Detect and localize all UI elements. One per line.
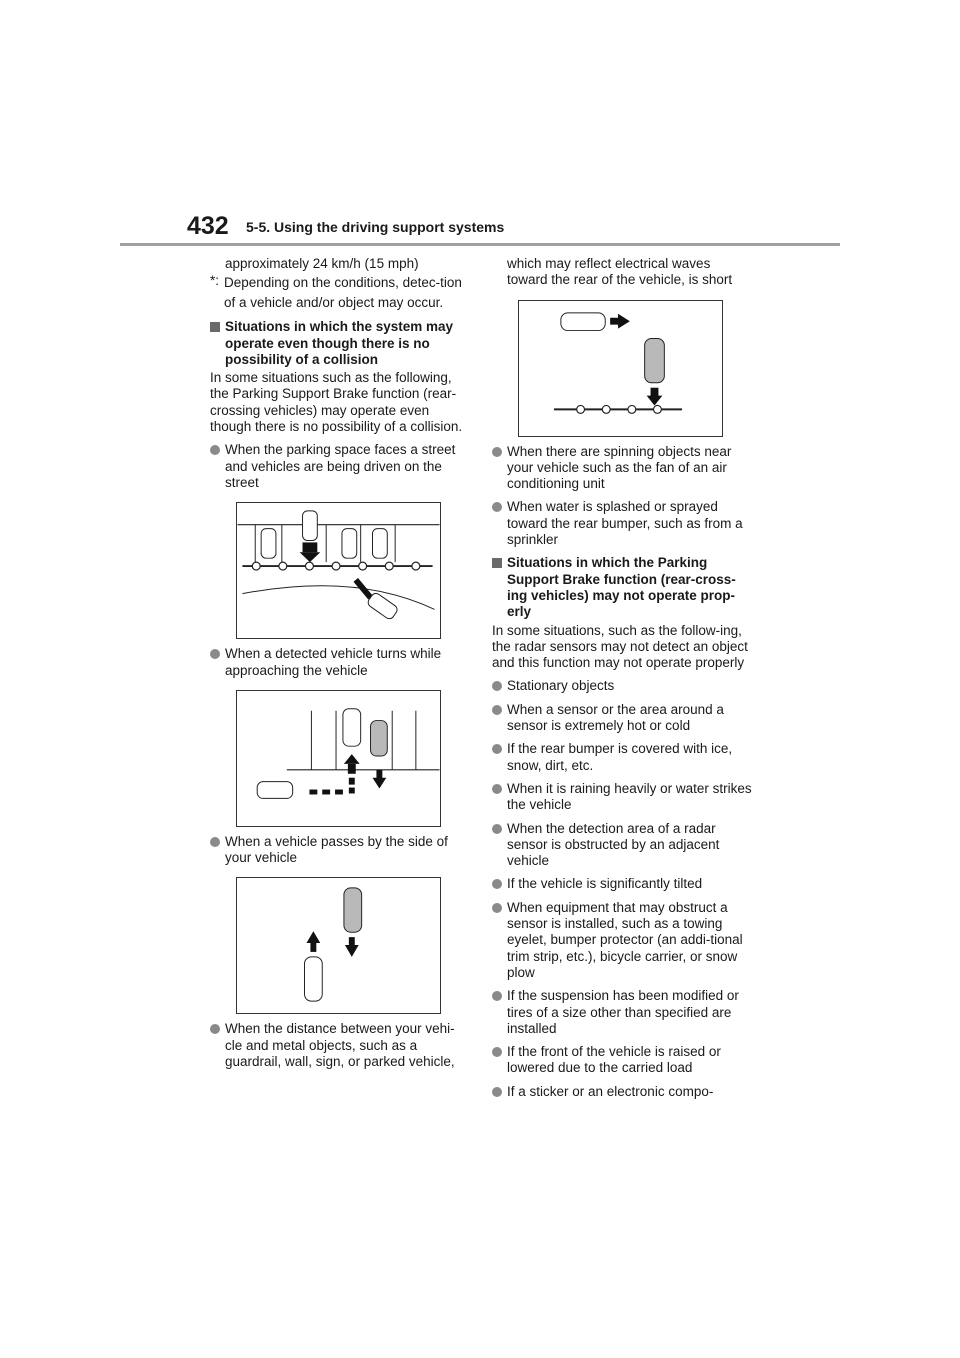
bullet-text: If a sticker or an electronic compo-: [507, 1083, 714, 1099]
metal-object-illustration: [518, 300, 723, 437]
bullet-item: [492, 741, 752, 774]
parking-street-illustration: [236, 502, 441, 639]
circle-bullet-icon: [492, 1087, 502, 1097]
bullet-item: [492, 876, 752, 892]
circle-bullet-icon: [492, 447, 502, 457]
bullet-item: [492, 900, 752, 981]
circle-bullet-icon: [492, 502, 502, 512]
passing-vehicle-svg: [237, 878, 440, 1013]
circle-bullet-icon: [492, 705, 502, 715]
bullet-text: When the detection area of a radar sensor is obstructed by an adjacent vehicle: [507, 820, 720, 869]
bullet-text: When it is raining heavily or water strikes the vehicle: [507, 780, 752, 813]
bullet-item: [210, 834, 470, 867]
section-title: 5-5. Using the driving support systems: [246, 219, 505, 235]
turning-vehicle-illustration: [236, 690, 441, 827]
bullet-item: [492, 678, 752, 694]
heading-text: Situations in which the system may operate even though there is no possibility of a collision: [225, 319, 454, 367]
bullet-text: Stationary objects: [507, 678, 615, 694]
bullet-item: [492, 499, 752, 548]
heading-false-activation: [210, 319, 470, 368]
bullet-item: [492, 988, 752, 1037]
circle-bullet-icon: [492, 824, 502, 834]
heading-may-not-operate: [492, 555, 752, 620]
bullet-text: If the vehicle is significantly tilted: [507, 876, 703, 892]
circle-bullet-icon: [492, 879, 502, 889]
bullet-text: When a detected vehicle turns while approaching the vehicle: [225, 646, 442, 678]
bullet-item: [492, 781, 752, 814]
bullet-item: [492, 821, 752, 870]
left-column: [210, 256, 470, 1070]
circle-bullet-icon: [210, 649, 220, 659]
bullet-text: When a vehicle passes by the side of your vehicle: [225, 833, 448, 866]
right-column: [492, 256, 752, 1100]
bullet-item: [492, 1084, 752, 1100]
bullet-text: When the parking space faces a street and vehicles are being driven on the street: [225, 442, 456, 490]
bullet-text: If the front of the vehicle is raised or lowered due to the carried load: [507, 1044, 721, 1076]
paragraph: In some situations, such as the follow-ing, the radar sensors may not detect an object and this function may not operate properly: [492, 622, 748, 671]
passing-vehicle-illustration: [236, 877, 441, 1014]
metal-object-svg: [519, 301, 722, 436]
bullet-item: [492, 1044, 752, 1077]
circle-bullet-icon: [210, 1024, 220, 1034]
intro-line: approximately 24 km/h (15 mph): [225, 256, 419, 271]
circle-bullet-icon: [492, 903, 502, 913]
bullet-item: [210, 442, 470, 491]
circle-bullet-icon: [492, 744, 502, 754]
footnote-text: Depending on the conditions, detec-tion of a vehicle and/or object may occur.: [224, 275, 462, 310]
circle-bullet-icon: [492, 784, 502, 794]
continued-text: which may reflect electrical waves toward the rear of the vehicle, is short: [507, 256, 733, 288]
bullet-text: When equipment that may obstruct a sensor is installed, such as a towing eyelet, bumper protector (an addi-tional trim strip, etc.), bicycle carrier, or snow plow: [507, 899, 743, 980]
bullet-text: When a sensor or the area around a sensor is extremely hot or cold: [507, 701, 724, 734]
heading-text: Situations in which the Parking Support Brake function (rear-cross-ing vehicles) may not operate prop-erly: [507, 555, 736, 620]
footnote-mark: *:: [210, 273, 220, 289]
bullet-text: When the distance between your vehi-cle and metal objects, such as a guardrail, wall, sign, or parked vehicle,: [225, 1021, 455, 1070]
bullet-item: [492, 444, 752, 493]
footnote: [210, 273, 470, 312]
square-bullet-icon: [210, 322, 220, 332]
bullet-text: If the suspension has been modified or tires of a size other than specified are installed: [507, 988, 739, 1036]
parking-street-svg: [237, 503, 440, 638]
bullet-item: [210, 1021, 470, 1070]
circle-bullet-icon: [492, 681, 502, 691]
bullet-text: When water is splashed or sprayed toward the rear bumper, such as from a sprinkler: [507, 499, 743, 548]
turning-vehicle-svg: [237, 691, 440, 826]
circle-bullet-icon: [210, 445, 220, 455]
page-number: 432: [187, 212, 229, 240]
bullet-item: [210, 646, 470, 679]
bullet-item: [492, 702, 752, 735]
bullet-text: When there are spinning objects near your vehicle such as the fan of an air conditioning unit: [507, 443, 732, 492]
paragraph: In some situations such as the following, the Parking Support Brake function (rear-crossing vehicles) may operate even though there is no possibility of a collision.: [210, 370, 463, 435]
square-bullet-icon: [492, 558, 502, 568]
circle-bullet-icon: [492, 991, 502, 1001]
circle-bullet-icon: [492, 1047, 502, 1057]
bullet-text: If the rear bumper is covered with ice, snow, dirt, etc.: [507, 741, 733, 773]
circle-bullet-icon: [210, 837, 220, 847]
header-rule: [120, 243, 840, 246]
